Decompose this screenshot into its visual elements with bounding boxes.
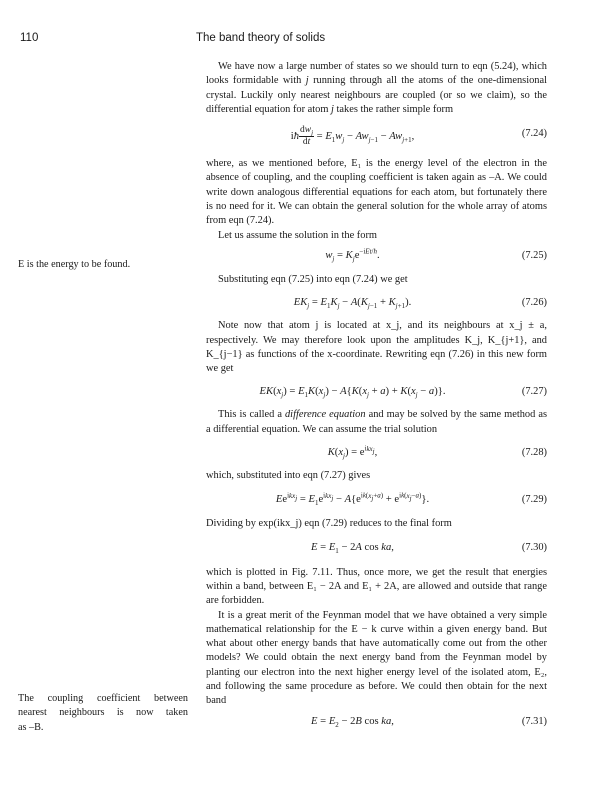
equation-number: (7.26) (521, 297, 547, 309)
equation-7-31: $E = E_2 - 2B$ cos ka, (7.31) (311, 715, 547, 729)
equation-7-30: $E = E_1 - 2A$ cos ka, (7.30) (311, 541, 547, 555)
equation-7-28: $K(x_j) = e^{ikx_j}$, (7.28) (327, 444, 547, 461)
paragraph-10: It is a great merit of the Feynman model that we have obtained a very simple mathematical relationship for the E − k curve within a given energy band. But what about other energy bands that have automatically come out from the other models? We could obtain the next energy band from the Feynman model by planting our electron into the next higher energy level of the isolated atom, E₂, and following the same procedure as before. We could then obtain for the next band (206, 609, 547, 707)
paragraph-9: which is plotted in Fig. 7.11. Thus, once more, we get the result that energies within a band, between E₁ − 2A and E₁ + 2A, are allowed and outside that range are forbidden. (206, 566, 547, 607)
paragraph-3: Let us assume the solution in the form (218, 229, 378, 241)
margin-note-energy: E is the energy to be found. (18, 259, 131, 270)
equation-7-25: $w_j = K_je^{-iEt/ħ}$. (7.25) (325, 247, 547, 264)
running-head: The band theory of solids (196, 32, 326, 44)
paragraph-5: Note now that atom j is located at x_j, and its neighbours at x_j ± a, respectively. We may therefore look upon the amplitudes K_j, K_{j+1}, and K_{j−1} as functions of the x-coordinate. Rewriting eqn (7.26) in this new form we get (206, 320, 547, 375)
equation-7-27: $EK(x_j) = E_1K(x_j) - A\{K(x_j + a) + K(x_j - a)\}$. (7.27) (259, 386, 547, 400)
equation-7-29: $Ee^{ikx_j} = E_1e^{ikx_j} - A\{e^{ik(x_j+a)} + e^{ik(x_j-a)}\}$. (7.29) (275, 491, 547, 508)
equation-number: (7.31) (521, 715, 547, 727)
margin-note-coupling: The coupling coefficient between nearest neighbours is now taken as –B. (18, 693, 188, 733)
equation-number: (7.28) (521, 447, 547, 459)
paragraph-7: which, substituted into eqn (7.27) gives (206, 470, 371, 482)
paragraph-4: Substituting eqn (7.25) into eqn (7.24) we get (218, 273, 408, 285)
equation-number: (7.24) (521, 128, 547, 140)
main-column (206, 60, 547, 733)
paragraph-1: We have now a large number of states so we should turn to eqn (5.24), which looks formidable with j running through all the atoms of the one-dimensional crystal. Luckily only nearest neighbours are coupled (or so we claim), so the differential equation for atom j takes the rather simple form (206, 61, 548, 115)
equation-number: (7.30) (521, 541, 547, 553)
paragraph-8: Dividing by exp(ikx_j) eqn (7.29) reduces to the final form (206, 518, 452, 530)
paragraph-6: This is called a difference equation and may be solved by the same method as a differential equation. We can assume the trial solution (206, 409, 547, 435)
paragraph-2: where, as we mentioned before, E₁ is the energy level of the electron in the absence of coupling, and the coupling coefficient is taken again as –A. We could write down analogous differential equations for each atom, but fortunately there is no need for it. We can obtain the general solution for the whole array of atoms from eqn (7.24). (206, 158, 547, 227)
equation-7-24: iħ $\frac{dw_j}{dt}$ = $E_1w_j - Aw_{j-1} - Aw_{j+1}$, (7.24) (290, 125, 547, 148)
equation-number: (7.25) (521, 249, 547, 261)
equation-7-26: $EK_j = E_1K_j - A(K_{j-1} + K_{j+1})$. (7.26) (293, 297, 547, 311)
page-number: 110 (20, 32, 39, 44)
equation-number: (7.29) (521, 494, 547, 506)
equation-number: (7.27) (521, 386, 547, 398)
